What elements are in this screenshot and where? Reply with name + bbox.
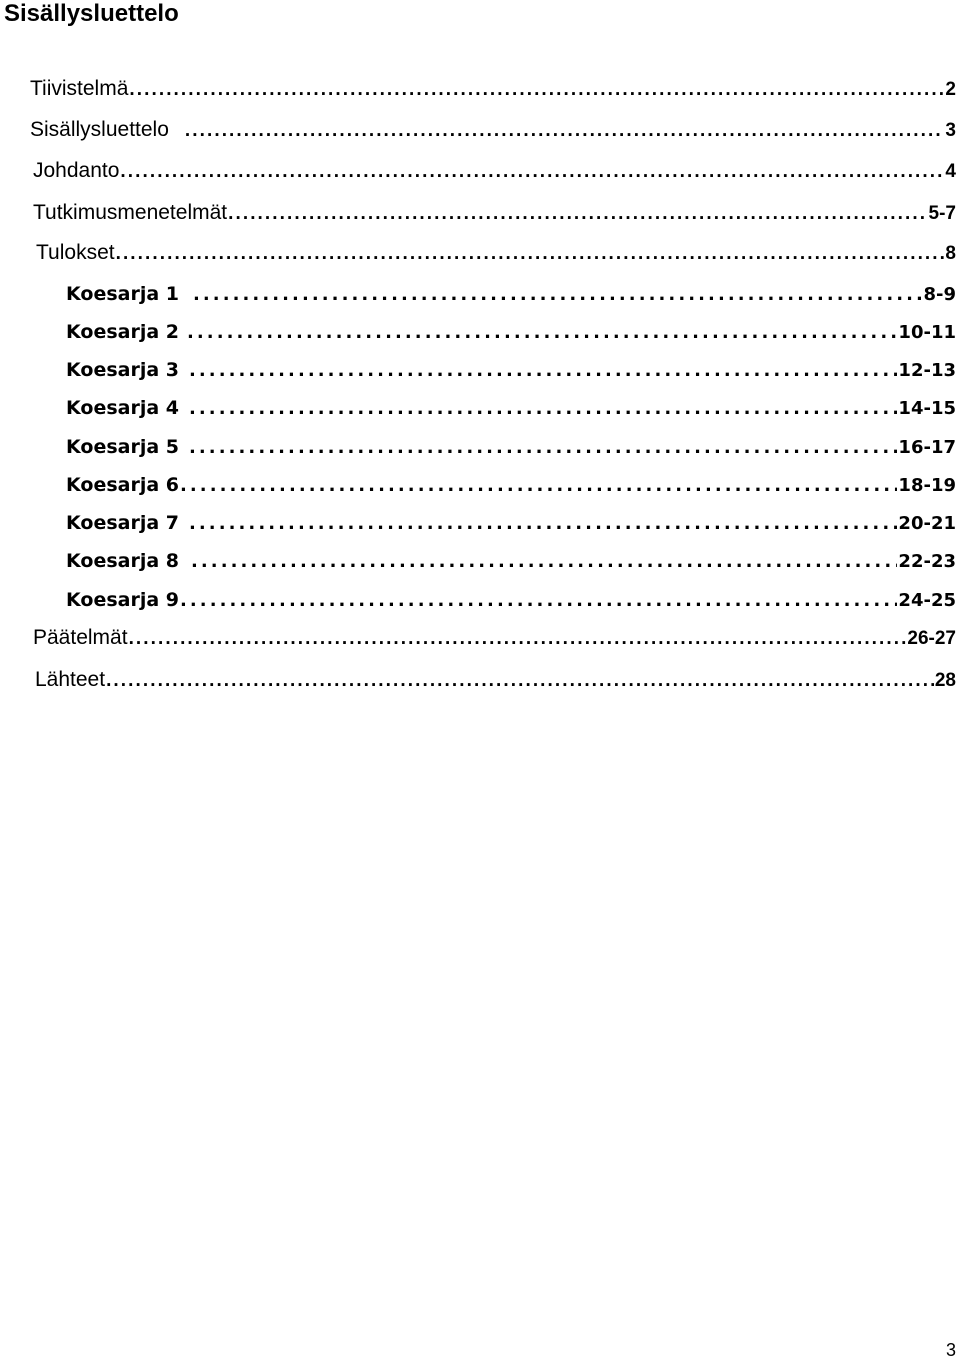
toc-entry-page: 3 (945, 120, 956, 141)
dot-leader (189, 437, 897, 458)
toc-entry-label: Koesarja 3 (66, 359, 179, 381)
dot-leader (180, 475, 897, 496)
toc-entry-tutkimusmenetelmat[interactable] (33, 201, 956, 225)
dot-leader (129, 628, 907, 650)
toc-entry-page: 8-9 (923, 284, 956, 305)
toc-entry-label: Koesarja 2 (66, 321, 179, 343)
dot-leader (120, 161, 944, 183)
toc-entry-lahteet[interactable] (35, 668, 956, 692)
dot-leader (193, 284, 922, 305)
dot-leader (189, 513, 897, 534)
toc-entry-koesarja-7[interactable] (66, 512, 956, 534)
toc-entry-koesarja-8[interactable] (66, 550, 956, 572)
toc-entry-page: 10-11 (898, 322, 956, 343)
toc-entry-label: Koesarja 1 (66, 283, 179, 305)
toc-entry-label: Lähteet (35, 668, 106, 691)
toc-entry-koesarja-6[interactable] (66, 474, 956, 496)
toc-entry-page: 22-23 (898, 551, 956, 572)
toc-entry-page: 24-25 (898, 590, 956, 611)
dot-leader (180, 590, 897, 611)
toc-entry-page: 28 (934, 670, 956, 691)
toc-entry-page: 4 (945, 161, 956, 182)
toc-entry-label: Johdanto (33, 159, 120, 182)
dot-leader (185, 120, 945, 142)
toc-entry-label: Koesarja 8 (66, 550, 179, 572)
toc-entry-koesarja-5[interactable] (66, 436, 956, 458)
toc-entry-label: Päätelmät (33, 626, 128, 649)
toc-entry-label: Sisällysluettelo (30, 118, 169, 141)
dot-leader (129, 79, 944, 101)
dot-leader (116, 243, 945, 265)
dot-leader (187, 322, 897, 343)
toc-entry-label: Koesarja 7 (66, 512, 179, 534)
toc-entry-page: 26-27 (907, 628, 956, 649)
toc-entry-label: Koesarja 4 (66, 397, 179, 419)
toc-entry-label: Tiivistelmä (30, 77, 129, 100)
toc-entry-tulokset[interactable] (36, 241, 956, 265)
toc-entry-label: Tutkimusmenetelmät (33, 201, 228, 224)
toc-entry-page: 16-17 (898, 437, 956, 458)
toc-entry-paatelmat[interactable] (33, 626, 956, 650)
toc-entry-sisallysluettelo[interactable] (30, 118, 956, 142)
toc-entry-page: 14-15 (898, 398, 956, 419)
toc-entry-page: 5-7 (928, 203, 956, 224)
dot-leader (189, 398, 897, 419)
dot-leader (191, 551, 897, 572)
toc-entry-koesarja-4[interactable] (66, 397, 956, 419)
toc-entry-koesarja-3[interactable] (66, 359, 956, 381)
toc-entry-page: 8 (945, 243, 956, 264)
page-number: 3 (945, 1340, 956, 1360)
toc-entry-koesarja-1[interactable] (66, 283, 956, 305)
toc-entry-koesarja-2[interactable] (66, 321, 956, 343)
page-title: Sisällysluettelo (4, 0, 179, 27)
dot-leader (106, 670, 934, 692)
toc-entry-koesarja-9[interactable] (66, 589, 956, 611)
toc-entry-label: Koesarja 9 (66, 589, 179, 611)
toc-entry-label: Tulokset (36, 241, 115, 264)
toc-entry-tiivistelma[interactable] (30, 77, 956, 101)
toc-entry-label: Koesarja 6 (66, 474, 179, 496)
toc-entry-label: Koesarja 5 (66, 436, 179, 458)
dot-leader (189, 360, 897, 381)
toc-entry-page: 18-19 (898, 475, 956, 496)
dot-leader (228, 203, 927, 225)
toc-entry-johdanto[interactable] (33, 159, 956, 183)
toc-entry-page: 2 (945, 79, 956, 100)
toc-entry-page: 12-13 (898, 360, 956, 381)
toc-entry-page: 20-21 (898, 513, 956, 534)
